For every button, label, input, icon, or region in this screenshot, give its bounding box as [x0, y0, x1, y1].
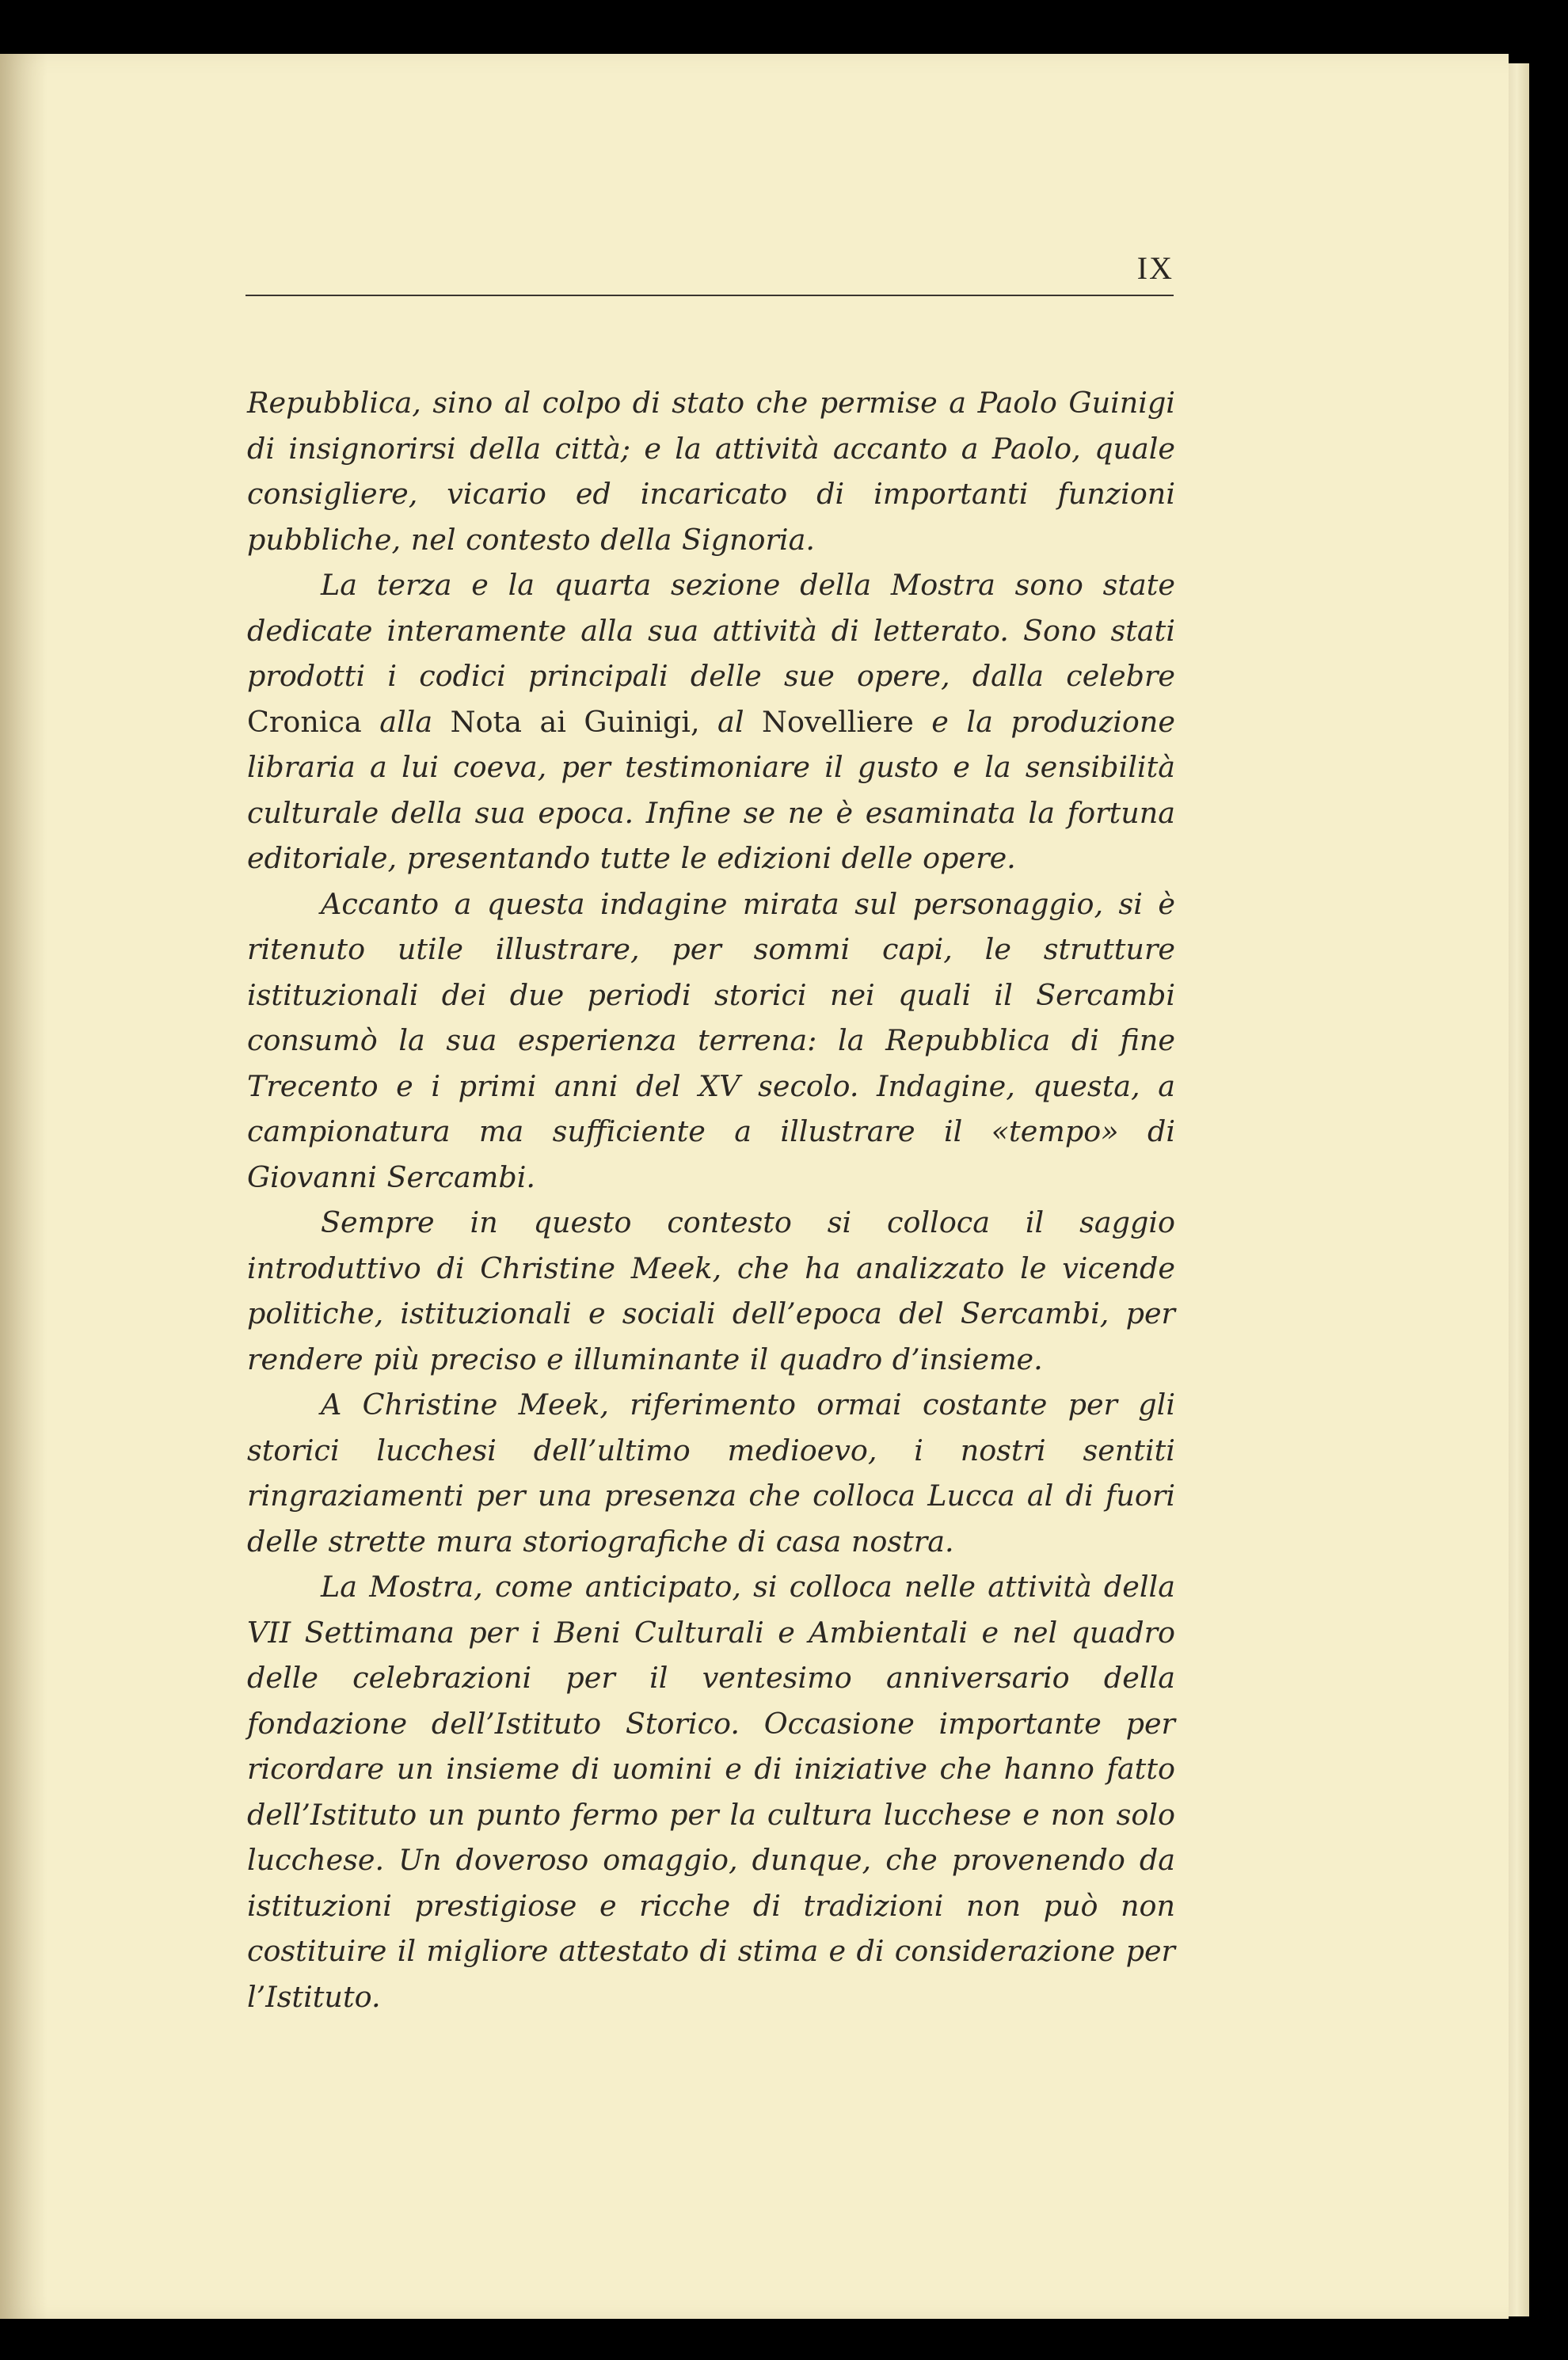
- paragraph-2-text: al: [699, 704, 762, 739]
- body-text: [247, 380, 1175, 2019]
- title-novelliere: Novelliere: [762, 704, 914, 739]
- paragraph-6: La Mostra, come anticipato, si colloca nelle attività della VII Settimana per i Beni Culturali e Ambientali e nel quadro delle celebrazioni per il ventesimo anniversario della fondazione dell’Istituto Storico. Occasione importante per ricordare un insieme di uomini e di iniziative che hanno fatto dell’Istituto un punto fermo per la cultura lucchese e non solo lucchese. Un doveroso omaggio, dunque, che provenendo da istituzioni prestigiose e ricche di tradizioni non può non costituire il migliore attestato di stima e di considerazione per l’Istituto.: [247, 1570, 1175, 2014]
- page-number: IX: [1136, 250, 1174, 286]
- paragraph-1: Repubblica, sino al colpo di stato che permise a Paolo Guinigi di insignorirsi della città; e la attività accanto a Paolo, quale consigliere, vicario ed incaricato di importanti funzioni pubbliche, nel contesto della Signoria.: [247, 386, 1175, 557]
- paragraph-3: Accanto a questa indagine mirata sul personaggio, si è ritenuto utile illustrare, per sommi capi, le strutture istituzionali dei due periodi storici nei quali il Sercambi consumò la sua esperienza terrena: la Repubblica di fine Trecento e i primi anni del XV secolo. Indagine, questa, a campionatura ma sufficiente a illustrare il «tempo» di Giovanni Sercambi.: [247, 886, 1175, 1194]
- running-head: [245, 238, 1174, 296]
- paragraph-2: [247, 562, 1175, 881]
- paragraph-4: Sempre in questo contesto si colloca il saggio introduttivo di Christine Meek, che ha analizzato le vicende politiche, istituzionali e sociali dell’epoca del Sercambi, per rendere più preciso e illuminante il quadro d’insieme.: [247, 1205, 1175, 1376]
- paragraph-2-text: e la produzione libraria a lui coeva, per testimoniare il gusto e la sensibilità culturale della sua epoca. Infine se ne è esaminata la fortuna editoriale, presentando tutte le edizioni delle opere.: [247, 704, 1175, 875]
- title-cronica: Cronica: [247, 704, 362, 739]
- title-nota-ai-guinigi: Nota ai Guinigi,: [450, 704, 700, 739]
- paragraph-2-text: La terza e la quarta sezione della Mostra sono state dedicate interamente alla sua attività di letterato. Sono stati prodotti i codici principali delle sue opere, dalla celebre: [247, 568, 1175, 693]
- paragraph-2-text: alla: [361, 704, 451, 739]
- page-edge: [1509, 63, 1529, 2316]
- paragraph-5: A Christine Meek, riferimento ormai costante per gli storici lucchesi dell’ultimo medioevo, i nostri sentiti ringraziamenti per una presenza che colloca Lucca al di fuori delle strette mura storiografiche di casa nostra.: [247, 1387, 1175, 1559]
- gutter-shadow: [0, 54, 48, 2319]
